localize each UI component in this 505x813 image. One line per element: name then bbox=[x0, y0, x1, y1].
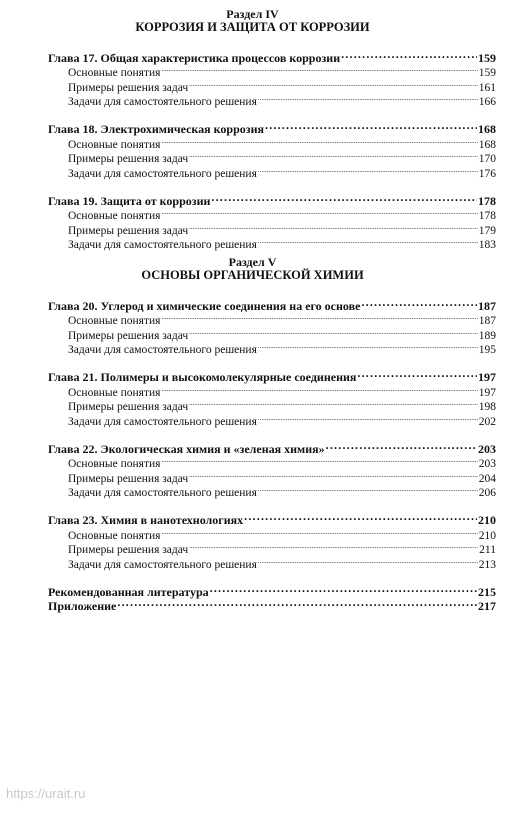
toc-chapter-group bbox=[48, 295, 496, 356]
page-number: 187 bbox=[478, 315, 496, 327]
chapter-title: Глава 23. Химия в нанотехнологиях bbox=[48, 513, 244, 527]
dot-leader bbox=[161, 381, 477, 396]
toc-chapter-entry[interactable] bbox=[48, 295, 496, 313]
item-title: Основные понятия bbox=[68, 458, 161, 470]
dot-leader bbox=[189, 324, 478, 339]
dot-leader bbox=[258, 339, 478, 354]
toc-chapter-group bbox=[48, 438, 496, 499]
toc-chapter-entry[interactable] bbox=[48, 190, 496, 208]
dot-leader bbox=[189, 219, 478, 234]
page-number: 189 bbox=[478, 329, 496, 342]
dot-leader bbox=[244, 510, 477, 525]
dot-leader bbox=[265, 119, 477, 134]
dot-leader bbox=[210, 581, 477, 596]
dot-leader bbox=[258, 410, 478, 425]
toc-chapter-entry[interactable] bbox=[48, 367, 496, 382]
page-number: 176 bbox=[478, 167, 496, 180]
page-number: 178 bbox=[478, 193, 496, 208]
page-number: 198 bbox=[478, 401, 496, 413]
page-number: 215 bbox=[478, 584, 496, 599]
backmatter-title: Рекомендованная литература bbox=[48, 584, 209, 599]
section-title: КОРРОЗИЯ И ЗАЩИТА ОТ КОРРОЗИИ bbox=[135, 20, 370, 34]
chapter-title: Глава 20. Углерод и химические соединения на его основе bbox=[48, 298, 361, 313]
chapter-title: Глава 19. Защита от коррозии bbox=[48, 193, 211, 208]
toc-chapter-group bbox=[48, 510, 496, 571]
watermark-url: https://urait.ru bbox=[6, 786, 86, 801]
toc-chapter-group bbox=[48, 367, 496, 428]
item-title: Основные понятия bbox=[68, 529, 161, 542]
dot-leader bbox=[161, 205, 477, 220]
dot-leader bbox=[161, 310, 477, 325]
dot-leader bbox=[211, 190, 477, 205]
section-number: Раздел V bbox=[228, 255, 277, 269]
backmatter-title: Приложение bbox=[48, 599, 117, 613]
section-number: Раздел IV bbox=[226, 7, 279, 21]
section-heading-v bbox=[0, 256, 505, 282]
page-number: 161 bbox=[478, 81, 496, 94]
page-number: 206 bbox=[478, 487, 496, 499]
item-title: Основные понятия bbox=[68, 210, 161, 222]
toc-section-iv bbox=[48, 47, 496, 262]
toc-backmatter bbox=[48, 581, 496, 613]
page-number: 210 bbox=[478, 513, 496, 527]
dot-leader bbox=[258, 482, 478, 497]
dot-leader bbox=[341, 47, 477, 62]
item-title: Основные понятия bbox=[68, 315, 161, 327]
item-title: Задачи для самостоятельного решения bbox=[68, 167, 257, 180]
toc-chapter-group bbox=[48, 119, 496, 180]
page-number: 217 bbox=[478, 599, 496, 613]
dot-leader bbox=[189, 148, 478, 163]
page-number: 203 bbox=[478, 441, 496, 456]
dot-leader bbox=[258, 162, 478, 177]
toc-chapter-entry[interactable] bbox=[48, 119, 496, 134]
page-number: 195 bbox=[478, 344, 496, 356]
dot-leader bbox=[189, 396, 478, 411]
dot-leader bbox=[117, 596, 477, 611]
item-title: Задачи для самостоятельного решения bbox=[68, 96, 257, 108]
item-title: Задачи для самостоятельного решения bbox=[68, 558, 257, 571]
item-title: Задачи для самостоятельного решения bbox=[68, 344, 257, 356]
item-title: Задачи для самостоятельного решения bbox=[68, 415, 257, 428]
dot-leader bbox=[161, 62, 477, 77]
chapter-title: Глава 21. Полимеры и высокомолекулярные соединения bbox=[48, 370, 357, 384]
dot-leader bbox=[161, 133, 477, 148]
page-number: 211 bbox=[479, 544, 496, 556]
chapter-title: Глава 22. Экологическая химия и «зеленая химия» bbox=[48, 441, 325, 456]
item-title: Основные понятия bbox=[68, 67, 161, 79]
dot-leader bbox=[326, 438, 477, 453]
item-title: Примеры решения задач bbox=[68, 544, 189, 556]
dot-leader bbox=[258, 234, 478, 249]
dot-leader bbox=[258, 91, 478, 106]
dot-leader bbox=[189, 539, 478, 554]
dot-leader bbox=[161, 524, 477, 539]
item-title: Примеры решения задач bbox=[68, 401, 189, 413]
page-number: 197 bbox=[478, 370, 496, 384]
item-title: Примеры решения задач bbox=[68, 81, 189, 94]
page-number: 187 bbox=[478, 298, 496, 313]
chapter-title: Глава 17. Общая характеристика процессов коррозии bbox=[48, 50, 341, 65]
dot-leader bbox=[258, 553, 478, 568]
page-number: 179 bbox=[478, 224, 496, 237]
toc-chapter-entry[interactable] bbox=[48, 510, 496, 525]
item-title: Примеры решения задач bbox=[68, 472, 189, 485]
toc-backmatter-entry[interactable] bbox=[48, 581, 496, 599]
page-number: 178 bbox=[478, 210, 496, 222]
chapter-title: Глава 18. Электрохимическая коррозия bbox=[48, 122, 264, 136]
dot-leader bbox=[357, 367, 477, 382]
page-number: 170 bbox=[478, 153, 496, 165]
dot-leader bbox=[161, 453, 477, 468]
page-number: 203 bbox=[478, 458, 496, 470]
section-heading-iv bbox=[0, 8, 505, 34]
item-title: Примеры решения задач bbox=[68, 224, 189, 237]
toc-chapter-entry[interactable] bbox=[48, 438, 496, 456]
dot-leader bbox=[189, 76, 478, 91]
item-title: Примеры решения задач bbox=[68, 329, 189, 342]
page-number: 166 bbox=[478, 96, 496, 108]
page-number: 159 bbox=[478, 67, 496, 79]
toc-chapter-entry[interactable] bbox=[48, 47, 496, 65]
page-number: 204 bbox=[478, 472, 496, 485]
dot-leader bbox=[189, 467, 478, 482]
page-number: 183 bbox=[478, 239, 496, 251]
page-number: 210 bbox=[478, 529, 496, 542]
page-number: 197 bbox=[478, 386, 496, 399]
section-title: ОСНОВЫ ОРГАНИЧЕСКОЙ ХИМИИ bbox=[141, 268, 364, 282]
item-title: Задачи для самостоятельного решения bbox=[68, 239, 257, 251]
item-title: Задачи для самостоятельного решения bbox=[68, 487, 257, 499]
item-title: Основные понятия bbox=[68, 138, 161, 151]
toc-section-v bbox=[48, 295, 496, 624]
dot-leader bbox=[361, 295, 477, 310]
item-title: Основные понятия bbox=[68, 386, 161, 399]
page-number: 168 bbox=[478, 138, 496, 151]
page-number: 202 bbox=[478, 415, 496, 428]
item-title: Примеры решения задач bbox=[68, 153, 189, 165]
page-number: 213 bbox=[478, 558, 496, 571]
page-number: 159 bbox=[478, 50, 496, 65]
page-number: 168 bbox=[478, 122, 496, 136]
toc-chapter-group bbox=[48, 47, 496, 108]
toc-chapter-group bbox=[48, 190, 496, 251]
